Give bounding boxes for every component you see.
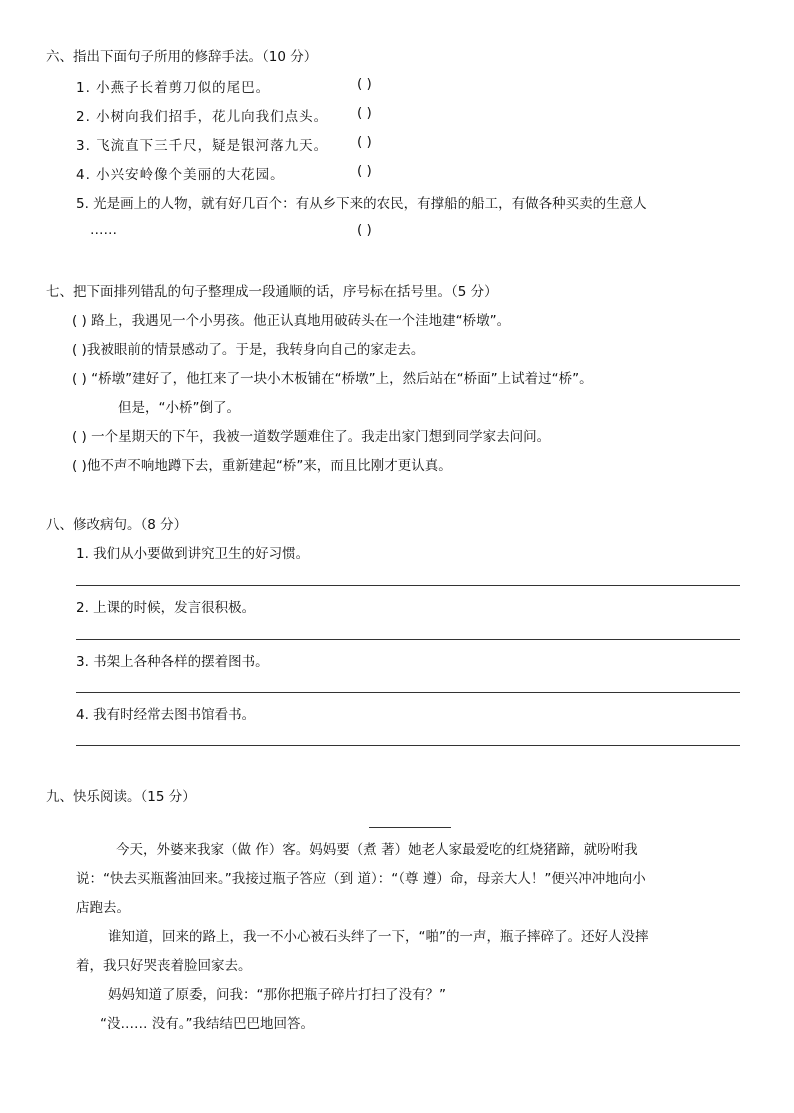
s7-item-3[interactable]: ( ) “桥墩”建好了，他扛来了一块小木板铺在“桥墩”上，然后站在“桥面”上试着过“桥”。: [72, 371, 593, 387]
s6-answer-1[interactable]: ( ): [357, 76, 372, 92]
s8-answer-line-4[interactable]: [76, 745, 740, 746]
s7-item-3-cont: 但是，“小桥”倒了。: [118, 400, 240, 416]
s6-item-5: 5. 光是画上的人物，就有好几百个：有从乡下来的农民，有撑船的船工，有做各种买卖的生意人: [76, 196, 647, 212]
reading-line-6: 妈妈知道了原委，问我：“那你把瓶子碎片打扫了没有？”: [108, 987, 446, 1003]
s8-item-4: 4. 我有时经常去图书馆看书。: [76, 707, 256, 723]
s6-item-5-ellipsis: ……: [90, 222, 117, 238]
reading-line-5: 着，我只好哭丧着脸回家去。: [76, 958, 252, 974]
s8-answer-line-2[interactable]: [76, 639, 740, 640]
reading-line-4: 谁知道，回来的路上，我一不小心被石头绊了一下，“啪”的一声，瓶子摔碎了。还好人没摔: [108, 929, 649, 945]
s6-answer-5[interactable]: ( ): [357, 222, 372, 238]
s8-answer-line-1[interactable]: [76, 585, 740, 586]
s6-item-1: 1. 小燕子长着剪刀似的尾巴。: [76, 80, 271, 96]
reading-line-3: 店跑去。: [76, 900, 130, 916]
reading-line-7: “没…… 没有。”我结结巴巴地回答。: [100, 1016, 315, 1032]
s6-item-3: 3. 飞流直下三千尺，疑是银河落九天。: [76, 138, 329, 154]
s6-answer-3[interactable]: ( ): [357, 134, 372, 150]
s7-item-1[interactable]: ( ) 路上，我遇见一个小男孩。他正认真地用破砖头在一个洼地建“桥墩”。: [72, 313, 511, 329]
section-9-title: 九、快乐阅读。（15 分）: [46, 789, 196, 805]
section-8-title: 八、修改病句。（8 分）: [46, 517, 188, 533]
s6-item-4: 4. 小兴安岭像个美丽的大花园。: [76, 167, 285, 183]
s6-answer-4[interactable]: ( ): [357, 163, 372, 179]
s8-item-2: 2. 上课的时候，发言很积极。: [76, 600, 256, 616]
s7-item-2[interactable]: ( )我被眼前的情景感动了。于是，我转身向自己的家走去。: [72, 342, 425, 358]
reading-line-1: 今天，外婆来我家（做 作）客。妈妈要（煮 著）她老人家最爱吃的红烧猪蹄，就吩咐我: [116, 842, 638, 858]
reading-line-2: 说：“快去买瓶酱油回来。”我接过瓶子答应（到 道）：“（尊 遵）命，母亲大人！”便兴冲冲地向小: [76, 871, 646, 887]
s8-item-1: 1. 我们从小要做到讲究卫生的好习惯。: [76, 546, 310, 562]
s6-answer-2[interactable]: ( ): [357, 105, 372, 121]
s8-answer-line-3[interactable]: [76, 692, 740, 693]
s7-item-4[interactable]: ( ) 一个星期天的下午，我被一道数学题难住了。我走出家门想到同学家去问问。: [72, 429, 551, 445]
s8-item-3: 3. 书架上各种各样的摆着图书。: [76, 654, 269, 670]
s7-item-5[interactable]: ( )他不声不响地蹲下去，重新建起“桥”来，而且比刚才更认真。: [72, 458, 452, 474]
title-blank-line[interactable]: [369, 827, 451, 828]
section-7-title: 七、把下面排列错乱的句子整理成一段通顺的话，序号标在括号里。（5 分）: [46, 284, 498, 300]
section-6-title: 六、指出下面句子所用的修辞手法。（10 分）: [46, 49, 318, 65]
s6-item-2: 2. 小树向我们招手，花儿向我们点头。: [76, 109, 329, 125]
